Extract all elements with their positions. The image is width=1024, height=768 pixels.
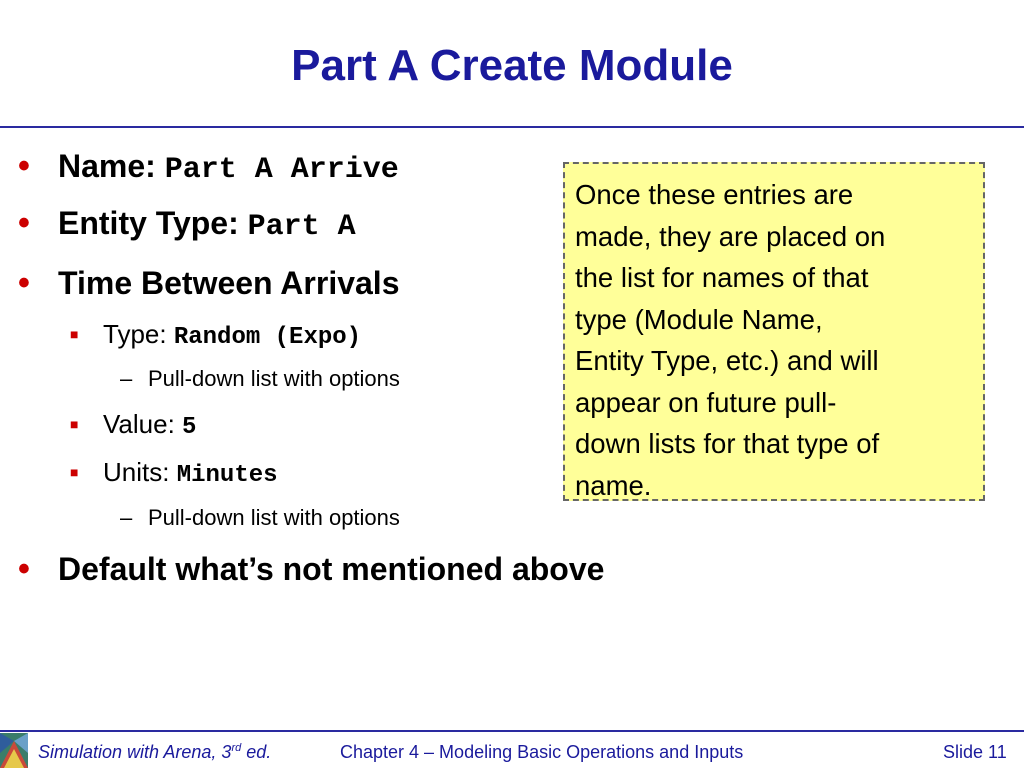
units-label: Units: [103,457,170,487]
slide-title: Part A Create Module [291,41,733,90]
note-callout [563,162,985,501]
tba-label: Time Between Arrivals [58,265,400,301]
default-label: Default what’s not mentioned above [58,551,605,587]
type-label: Type: [103,319,167,349]
bullet-dot-icon: • [18,147,30,185]
note-line: Entity Type, etc.) and will [575,345,879,376]
units-note: Pull-down list with options [148,505,400,530]
footer-divider [0,730,1024,732]
dash-bullet-icon: – [120,366,133,391]
square-bullet-icon: ■ [70,416,79,432]
note-line: made, they are placed on [575,220,886,252]
square-bullet-icon: ■ [70,326,79,342]
type-note: Pull-down list with options [148,366,400,391]
entity-type-label: Entity Type: [58,205,239,241]
note-line: Once these entries are [575,179,854,210]
units-value: Minutes [176,462,278,489]
name-value: Part A Arrive [164,153,399,187]
note-line: the list for names of that [575,262,869,293]
title-divider [0,126,1024,128]
bullet-dot-icon: • [18,204,30,242]
dash-bullet-icon: – [120,505,133,530]
square-bullet-icon: ■ [70,464,79,480]
note-line: type (Module Name, [575,303,823,335]
note-line: name. [575,469,652,501]
footer-slide-number: Slide 11 [943,742,1007,762]
type-value: Random (Expo) [173,324,362,351]
bullet-dot-icon: • [18,264,30,302]
entity-type-value: Part A [247,210,356,244]
note-line: appear on future pull- [575,386,837,418]
footer-book-title: Simulation with Arena, 3rd ed. [38,742,272,762]
note-line: down lists for that type of [575,428,880,459]
name-label: Name: [58,148,156,184]
value-value: 5 [182,414,197,441]
bullet-dot-icon: • [18,550,30,588]
footer-chapter: Chapter 4 – Modeling Basic Operations and Inputs [340,742,744,762]
arena-logo-icon [0,733,28,768]
value-label: Value: [103,409,175,439]
